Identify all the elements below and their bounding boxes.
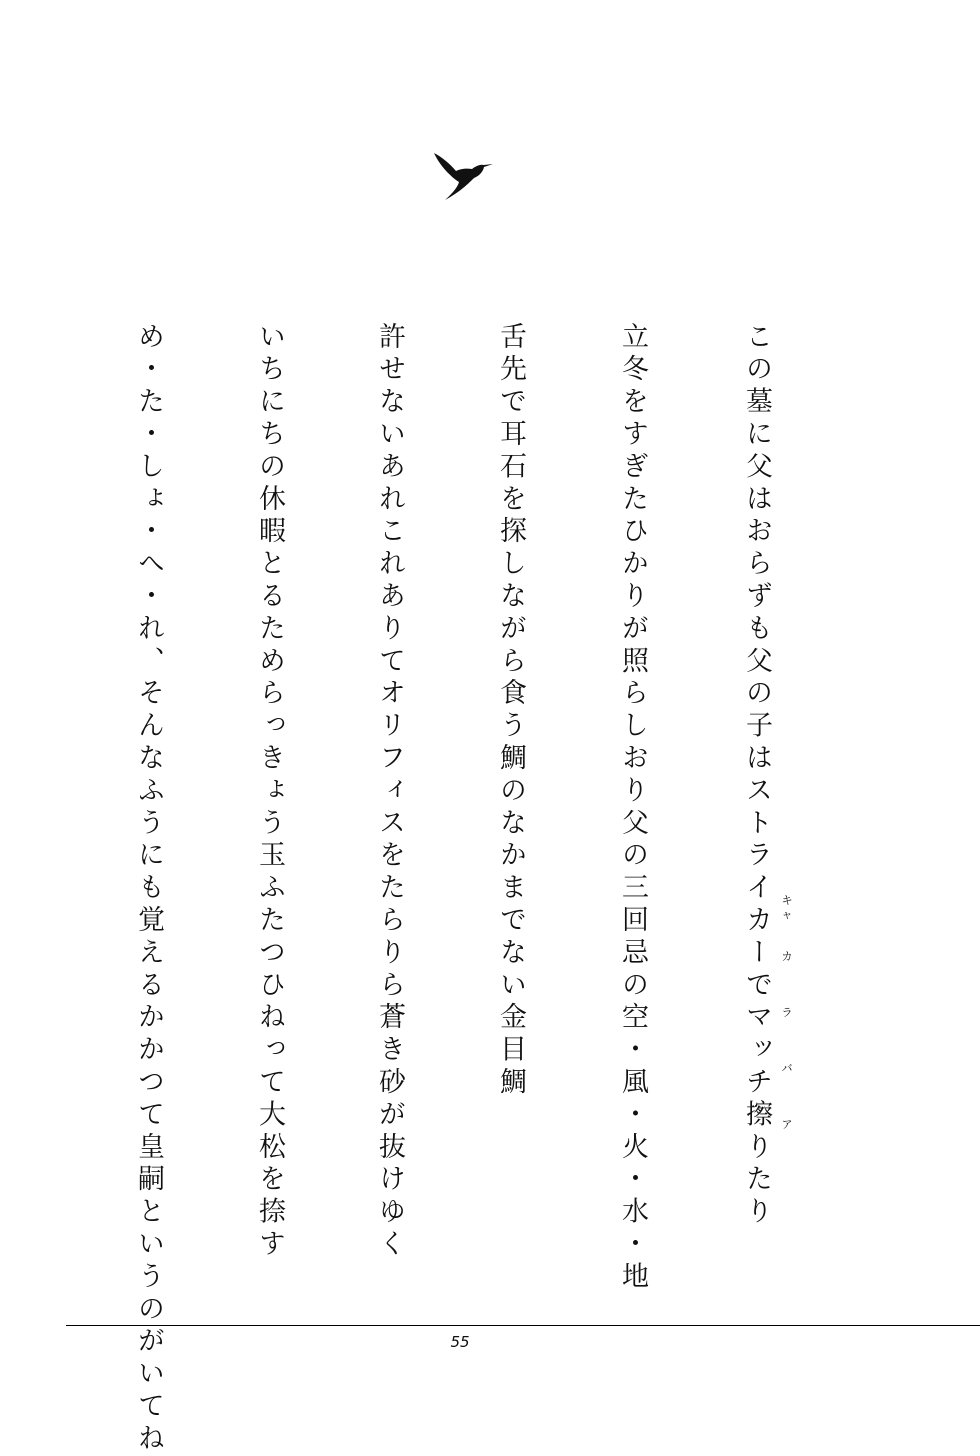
ruby-ka: カ [781, 950, 793, 963]
poem-line-2: 立冬をすぎたひかりが照らしおり父の三回忌の空・風・火・水・地 [617, 322, 648, 1294]
page-number: 55 [450, 1333, 470, 1351]
ruby-ba: バ [781, 1062, 793, 1075]
ruby-kya: キャ [781, 894, 793, 921]
footer-rule [66, 1325, 980, 1326]
ruby-ra: ラ [781, 1006, 793, 1019]
poem-line-4: 許せないあれこれありてオリフィスをたらりら蒼き砂が抜けゆく [374, 322, 405, 1262]
poem-line-5: いちにちの休暇とるためらっきょう玉ふたつひねって大松を捺す [254, 322, 285, 1262]
poem-line-6: め・た・しょ・へ・れ、そんなふうにも覚えるかかつて皇嗣というのがいてね [133, 322, 164, 1456]
poem-line-1: この墓に父はおらずも父の子はストライカーでマッチ擦りたり [741, 322, 772, 1230]
poem-line-3: 舌先で耳石を探しながら食う鯛のなかまでない金目鯛 [495, 322, 526, 1100]
hummingbird-icon [432, 150, 494, 202]
ruby-a: ア [781, 1118, 793, 1131]
